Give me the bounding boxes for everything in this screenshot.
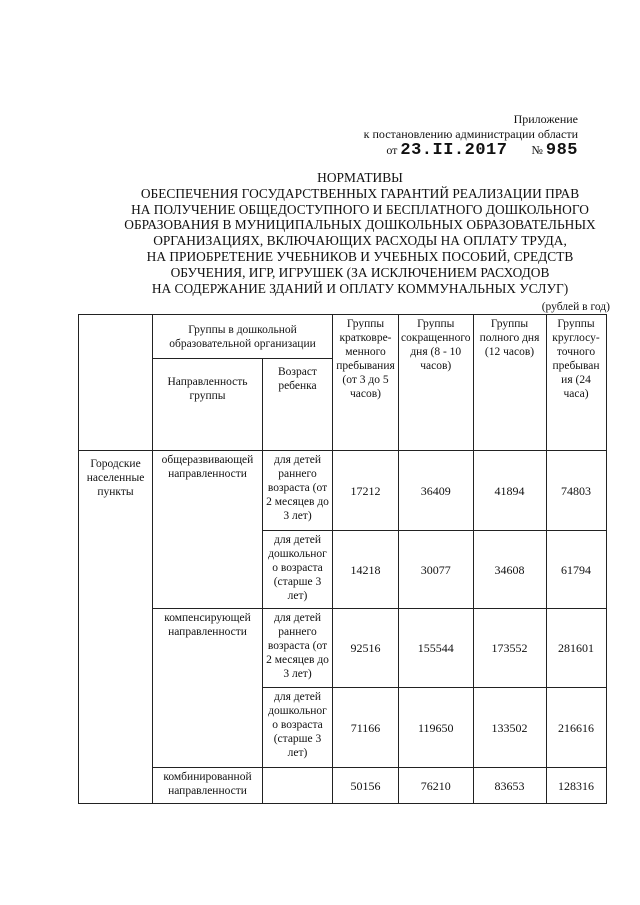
title-line: ОБУЧЕНИЯ, ИГР, ИГРУШЕК (ЗА ИСКЛЮЧЕНИЕМ РАСХОДОВ [170, 264, 550, 280]
value-full-day: 133502 [473, 688, 546, 768]
value-round-clock: 61794 [546, 531, 606, 609]
title-line: ОБЕСПЕЧЕНИЯ ГОСУДАРСТВЕННЫХ ГАРАНТИЙ РЕАЛИЗАЦИИ ПРАВ [140, 185, 580, 201]
title-line: НА СОДЕРЖАНИЕ ЗДАНИЙ И ОПЛАТУ КОММУНАЛЬНЫХ УСЛУГ) [151, 280, 569, 296]
appendix-title: Приложение [513, 112, 578, 126]
age-early: для детей раннего возраста (от 2 месяцев до 3 лет) [263, 609, 333, 688]
value-short-stay: 14218 [333, 531, 399, 609]
title-line: НОРМАТИВЫ [317, 170, 403, 185]
header-full-day: Группы полного дня (12 часов) [473, 315, 546, 451]
value-reduced-day: 155544 [399, 609, 474, 688]
appendix-dateline [364, 143, 578, 158]
value-reduced-day: 30077 [399, 531, 474, 609]
value-full-day: 173552 [473, 609, 546, 688]
age-preschool: для детей дошкольног о возраста (старше 3 лет) [263, 688, 333, 768]
header-groups-in-org: Группы в дошкольной образовательной организации [153, 315, 333, 359]
age-early: для детей раннего возраста (от 2 месяцев до 3 лет) [263, 451, 333, 531]
value-reduced-day: 76210 [399, 768, 474, 804]
value-short-stay: 71166 [333, 688, 399, 768]
value-round-clock: 281601 [546, 609, 606, 688]
title-line: НА ПРИОБРЕТЕНИЕ УЧЕБНИКОВ И УЧЕБНЫХ ПОСОБИЙ, СРЕДСТВ [146, 248, 574, 264]
direction-general: общеразвивающей направленности [153, 451, 263, 609]
value-short-stay: 92516 [333, 609, 399, 688]
header-age: Возраст ребенка [263, 359, 333, 451]
normatives-table [78, 314, 607, 804]
value-round-clock: 74803 [546, 451, 606, 531]
value-reduced-day: 119650 [399, 688, 474, 768]
document-number: 985 [545, 141, 578, 160]
value-full-day: 34608 [473, 531, 546, 609]
value-full-day: 83653 [473, 768, 546, 804]
table-row [79, 451, 607, 531]
document-title [100, 170, 620, 296]
value-reduced-day: 36409 [399, 451, 474, 531]
header-short-stay: Группы кратковре-менного пребывания (от 3 до 5 часов) [333, 315, 399, 451]
appendix-block [364, 112, 578, 158]
direction-combined: комбинированной направленности [153, 768, 263, 804]
title-line: НА ПОЛУЧЕНИЕ ОБЩЕДОСТУПНОГО И БЕСПЛАТНОГО ДОШКОЛЬНОГО [131, 201, 589, 217]
value-full-day: 41894 [473, 451, 546, 531]
document-date: 23.II.2017 [400, 141, 508, 160]
value-short-stay: 50156 [333, 768, 399, 804]
header-reduced-day: Группы сокращенного дня (8 - 10 часов) [399, 315, 474, 451]
title-line: ОБРАЗОВАНИЯ В МУНИЦИПАЛЬНЫХ ДОШКОЛЬНЫХ ОБРАЗОВАТЕЛЬНЫХ [124, 217, 596, 233]
age-empty-cell [263, 768, 333, 804]
header-empty-cell [79, 315, 153, 451]
value-round-clock: 128316 [546, 768, 606, 804]
age-preschool: для детей дошкольног о возраста (старше 3 лет) [263, 531, 333, 609]
number-prefix: № [531, 143, 543, 157]
table-row [79, 768, 607, 804]
header-round-clock: Группы круглосу-точного пребыван ия (24 часа) [546, 315, 606, 451]
date-prefix: от [386, 143, 398, 157]
title-line: ОРГАНИЗАЦИЯХ, ВКЛЮЧАЮЩИХ РАСХОДЫ НА ОПЛАТУ ТРУДА, [153, 233, 567, 249]
direction-compensating: компенсирующей направленности [153, 609, 263, 768]
appendix-reference: к постановлению администрации области [363, 127, 578, 141]
table-row [79, 609, 607, 688]
area-cell: Городские населенные пункты [79, 451, 153, 804]
units-label: (рублей в год) [541, 301, 610, 313]
header-direction: Направленность группы [153, 359, 263, 451]
value-round-clock: 216616 [546, 688, 606, 768]
value-short-stay: 17212 [333, 451, 399, 531]
